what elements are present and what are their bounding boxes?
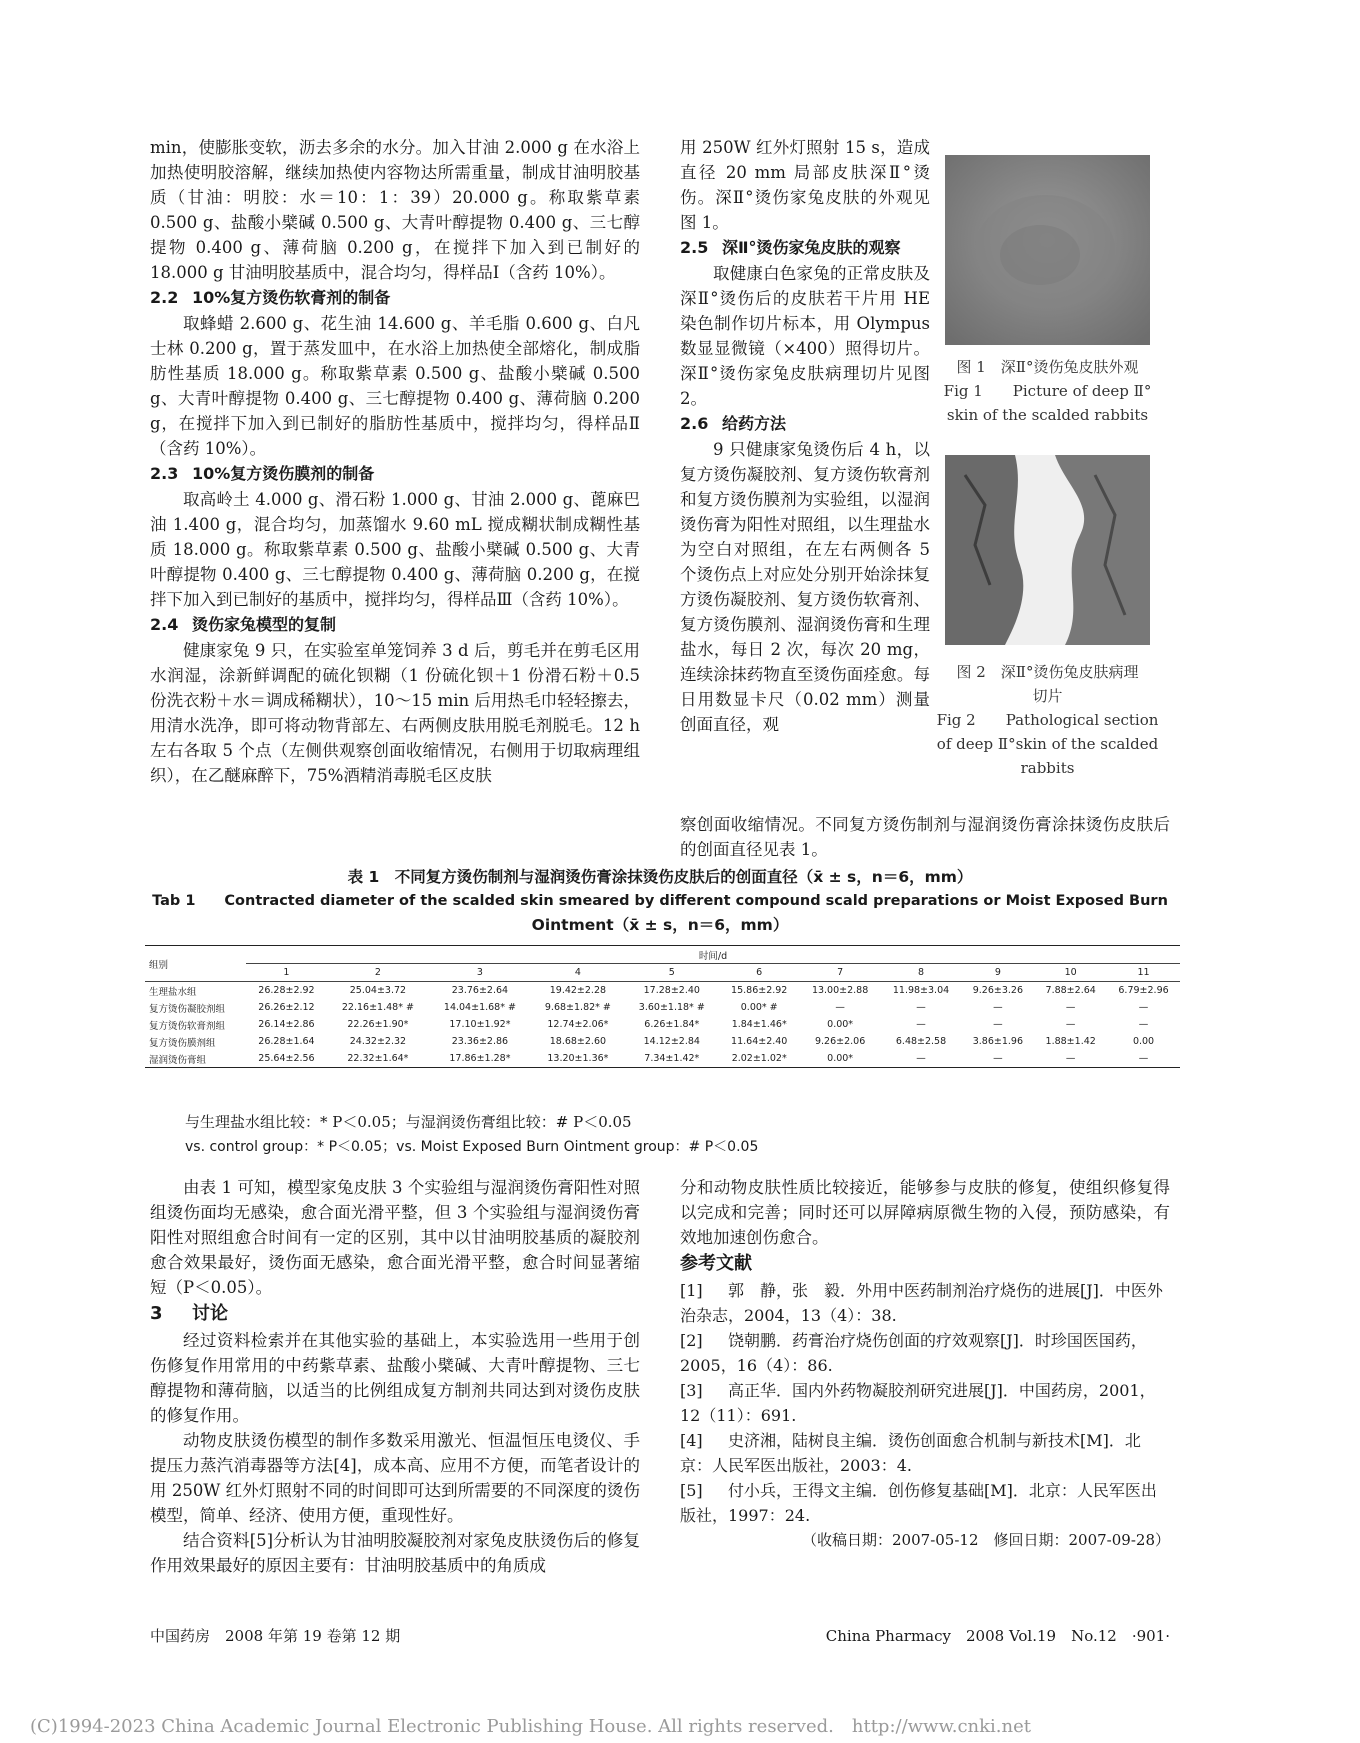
section-heading-3 bbox=[150, 1300, 640, 1328]
paragraph: 9 只健康家兔烫伤后 4 h，以复方烫伤凝胶剂、复方烫伤软膏剂和复方烫伤膜剂为实验组，以湿润烫伤膏为阳性对照组，以生理盐水为空白对照组，在左右两侧各 5 个烫伤点上对应处分别开始涂抹复方烫伤凝胶剂、复方烫伤软膏剂、复方烫伤膜剂、湿润烫伤膏和生理盐水，每日 2 次，每次 20 mg，连续涂抹药物直至烫伤面痊愈。每日用数显卡尺（0.02 mm）测量创面直径，观 bbox=[680, 440, 930, 734]
figure-caption-en: Fig 1 Picture of deep Ⅱ° bbox=[943, 382, 1152, 400]
section-title: 深Ⅱ°烫伤家兔皮肤的观察 bbox=[722, 238, 901, 257]
right-column-bottom bbox=[680, 1175, 1170, 1553]
table-cell: 26.26±2.12 bbox=[258, 1002, 315, 1013]
table-row bbox=[145, 1016, 1180, 1033]
table-cell: 6.79±2.96 bbox=[1118, 985, 1169, 996]
table-header-day: 4 bbox=[574, 967, 581, 978]
figure-caption-en: of deep Ⅱ°skin of the scalded bbox=[936, 735, 1159, 753]
section-heading-2-5 bbox=[680, 235, 930, 261]
table-cell: 0.00* bbox=[827, 1019, 854, 1030]
paragraph: 结合资料[5]分析认为甘油明胶凝胶剂对家兔皮肤烫伤后的修复作用效果最好的原因主要有：甘油明胶基质中的角质成 bbox=[150, 1531, 640, 1575]
section-number: 2.4 bbox=[150, 615, 179, 634]
reference-number: [2] bbox=[680, 1331, 703, 1350]
table-header-day: 1 bbox=[283, 967, 290, 978]
table-cell: 6.48±2.58 bbox=[895, 1036, 947, 1047]
table-cell: 22.32±1.64* bbox=[347, 1053, 409, 1064]
table-cell: 6.26±1.84* bbox=[644, 1019, 700, 1030]
section-title: 给药方法 bbox=[722, 414, 787, 433]
table-note-cn: 与生理盐水组比较：* P＜0.05；与湿润烫伤膏组比较：# P＜0.05 bbox=[185, 1113, 632, 1131]
table-title-cn: 表 1 不同复方烫伤制剂与湿润烫伤膏涂抹烫伤皮肤后的创面直径（x̄ ± s，n＝6，mm） bbox=[347, 868, 973, 886]
table-cell: 26.28±2.92 bbox=[258, 985, 315, 996]
table-cell: 12.74±2.06* bbox=[547, 1019, 609, 1030]
right-column-continuation bbox=[680, 812, 1170, 862]
table-cell: 25.04±3.72 bbox=[349, 985, 407, 996]
reference-text: 高正华．国内外药物凝胶剂研究进展[J]．中国药房，2001，12（11）：691. bbox=[680, 1381, 1156, 1425]
table-cell: 3.60±1.18* # bbox=[638, 1002, 705, 1013]
figure-caption-cn: 切片 bbox=[1032, 687, 1063, 705]
section-heading-2-3 bbox=[150, 461, 640, 487]
reference-item bbox=[680, 1378, 1170, 1428]
paragraph: 察创面收缩情况。不同复方烫伤制剂与湿润烫伤膏涂抹烫伤皮肤后的创面直径见表 1。 bbox=[680, 815, 1170, 859]
table-cell: 0.00 bbox=[1132, 1036, 1155, 1047]
table-cell: 14.04±1.68* # bbox=[443, 1002, 516, 1013]
table-cell: — bbox=[916, 1002, 926, 1013]
table-header-day: 11 bbox=[1137, 967, 1150, 978]
figure-caption-cn: 图 1 深Ⅱ°烫伤兔皮肤外观 bbox=[956, 358, 1139, 376]
table-cell: — bbox=[916, 1019, 926, 1030]
table-cell: — bbox=[993, 1002, 1003, 1013]
table-header-day: 5 bbox=[668, 967, 675, 978]
table-cell: 23.76±2.64 bbox=[451, 985, 509, 996]
paragraph: 用 250W 红外灯照射 15 s，造成直径 20 mm 局部皮肤深Ⅱ°烫伤。深Ⅱ°烫伤家兔皮肤的外观见图 1。 bbox=[680, 138, 930, 232]
pathology-slide-graphic bbox=[945, 455, 1150, 645]
paragraph: 取健康白色家兔的正常皮肤及深Ⅱ°烫伤后的皮肤若干片用 HE 染色制作切片标本，用 Olympus 数显显微镜（×400）照得切片。深Ⅱ°烫伤家兔皮肤病理切片见图 2。 bbox=[680, 264, 930, 408]
table-cell: 17.10±1.92* bbox=[449, 1019, 511, 1030]
section-heading-2-2 bbox=[150, 285, 640, 311]
table-cell: — bbox=[1138, 1002, 1149, 1013]
table-cell: 26.28±1.64 bbox=[258, 1036, 315, 1047]
table-cell: 14.12±2.84 bbox=[643, 1036, 700, 1047]
table-cell: 22.16±1.48* # bbox=[341, 1002, 414, 1013]
section-number: 2.3 bbox=[150, 464, 179, 483]
table-cell: 11.64±2.40 bbox=[731, 1036, 788, 1047]
table-header-group: 组别 bbox=[149, 959, 169, 971]
reference-text: 郭 静，张 毅．外用中医药制剂治疗烧伤的进展[J]．中医外治杂志，2004，13（4）：38. bbox=[680, 1281, 1163, 1325]
footer-left: 中国药房 2008 年第 19 卷第 12 期 bbox=[150, 1627, 401, 1645]
reference-text: 饶朝鹏．药膏治疗烧伤创面的疗效观察[J]．时珍国医国药，2005，16（4）：86. bbox=[680, 1331, 1147, 1375]
table-row bbox=[145, 982, 1180, 1000]
table-header-day: 6 bbox=[756, 967, 763, 978]
table-cell: 26.14±2.86 bbox=[258, 1019, 315, 1030]
table-header-time: 时间/d bbox=[246, 946, 1180, 964]
figure-2-caption bbox=[930, 660, 1165, 780]
table-cell: 0.00* # bbox=[740, 1002, 778, 1013]
table-cell: 17.86±1.28* bbox=[449, 1053, 511, 1064]
table-cell: — bbox=[993, 1019, 1003, 1030]
table-body bbox=[145, 982, 1180, 1068]
table-cell: — bbox=[993, 1053, 1003, 1064]
table-cell: — bbox=[1138, 1053, 1149, 1064]
table-cell: 25.64±2.56 bbox=[258, 1053, 315, 1064]
figure-1-caption bbox=[930, 355, 1165, 427]
paragraph: 动物皮肤烫伤模型的制作多数采用激光、恒温恒压电烫仪、手提压力蒸汽消毒器等方法[4]，成本高、应用不方便，而笔者设计的用 250W 红外灯照射不同的时间即可达到所需要的不同深度的烫伤模型，简单、经济、使用方便，重现性好。 bbox=[150, 1431, 640, 1525]
figure-1-image bbox=[945, 155, 1150, 345]
section-title: 烫伤家兔模型的复制 bbox=[192, 615, 337, 634]
table-cell: 11.98±3.04 bbox=[892, 985, 950, 996]
figure-caption-cn: 图 2 深Ⅱ°烫伤兔皮肤病理 bbox=[956, 663, 1139, 681]
table-row bbox=[145, 999, 1180, 1016]
table-cell: — bbox=[1138, 1019, 1149, 1030]
table-cell: 19.42±2.28 bbox=[549, 985, 607, 996]
paragraph: 由表 1 可知，模型家兔皮肤 3 个实验组与湿润烫伤膏阳性对照组烫伤面均无感染，愈合面光滑平整，但 3 个实验组与湿润烫伤膏阳性对照组愈合时间有一定的区别，其中以甘油明胶基质的凝胶剂愈合效果最好，烫伤面无感染，愈合面光滑平整，愈合时间显著缩短（P＜0.05）。 bbox=[150, 1178, 640, 1297]
table-cell: — bbox=[1065, 1002, 1076, 1013]
table-cell: 7.34±1.42* bbox=[644, 1053, 700, 1064]
table-cell: 9.68±1.82* # bbox=[544, 1002, 611, 1013]
table-row-label: 生理盐水组 bbox=[149, 986, 197, 998]
table-cell: 7.88±2.64 bbox=[1045, 985, 1096, 996]
left-column-bottom bbox=[150, 1175, 640, 1578]
received-dates: （收稿日期：2007-05-12 修回日期：2007-09-28） bbox=[802, 1531, 1170, 1549]
reference-text: 付小兵，王得文主编．创伤修复基础[M]．北京：人民军医出版社，1997：24. bbox=[680, 1481, 1157, 1525]
reference-list bbox=[680, 1278, 1170, 1528]
table-cell: — bbox=[835, 1002, 845, 1013]
table-row-label: 湿润烫伤膏组 bbox=[149, 1054, 207, 1066]
table-header-day: 7 bbox=[837, 967, 844, 978]
reference-number: [3] bbox=[680, 1381, 703, 1400]
reference-item bbox=[680, 1328, 1170, 1378]
table-row-label: 复方烫伤膜剂组 bbox=[149, 1037, 216, 1049]
section-heading-2-4 bbox=[150, 612, 640, 638]
table-1 bbox=[145, 945, 1180, 1068]
table-cell: 13.00±2.88 bbox=[811, 985, 869, 996]
section-number: 2.6 bbox=[680, 414, 709, 433]
paragraph: 取蜂蜡 2.600 g、花生油 14.600 g、羊毛脂 0.600 g、白凡士林 0.200 g，置于蒸发皿中，在水浴上加热使全部熔化，制成脂肪性基质 18.000 g。称取紫草素 0.500 g、盐酸小檗碱 0.500 g、大青叶醇提物 0.400 g、三七醇提物 0.400 g、薄荷脑 0.200 g，在搅拌下加入到已制好的脂肪性基质中，搅拌均匀，得样品Ⅱ（含药 10%）。 bbox=[150, 314, 640, 458]
reference-number: [1] bbox=[680, 1281, 703, 1300]
data-table bbox=[145, 945, 1180, 1068]
section-title: 10%复方烫伤膜剂的制备 bbox=[192, 464, 375, 483]
table-header-day: 2 bbox=[374, 967, 381, 978]
table-cell: 9.26±2.06 bbox=[814, 1036, 866, 1047]
table-cell: 9.26±3.26 bbox=[972, 985, 1023, 996]
section-title: 讨论 bbox=[192, 1303, 228, 1324]
table-cell: — bbox=[916, 1053, 926, 1064]
table-cell: 3.86±1.96 bbox=[972, 1036, 1023, 1047]
section-number: 3 bbox=[150, 1303, 163, 1324]
reference-text: 史济湘，陆树良主编．烫伤创面愈合机制与新技术[M]．北京：人民军医出版社，2003：4. bbox=[680, 1431, 1141, 1475]
table-cell: — bbox=[1065, 1053, 1076, 1064]
table-row bbox=[145, 1050, 1180, 1068]
paragraph: 健康家兔 9 只，在实验室单笼饲养 3 d 后，剪毛并在剪毛区用水润湿，涂新鲜调配的硫化钡糊（1 份硫化钡＋1 份滑石粉＋0.5 份洗衣粉＋水＝调成稀糊状），10～15 min 后用热毛巾轻轻擦去，用清水洗净，即可将动物背部左、右两侧皮肤用脱毛剂脱毛。12 h 左右各取 5 个点（左侧供观察创面收缩情况，右侧用于切取病理组织），在乙醚麻醉下，75%酒精消毒脱毛区皮肤 bbox=[150, 641, 640, 785]
figure-2-image bbox=[945, 455, 1150, 645]
table-1-title bbox=[140, 865, 1180, 937]
table-cell: 24.32±2.32 bbox=[349, 1036, 407, 1047]
reference-item bbox=[680, 1478, 1170, 1528]
table-cell: 1.88±1.42 bbox=[1045, 1036, 1096, 1047]
paragraph: 取高岭土 4.000 g、滑石粉 1.000 g、甘油 2.000 g、蓖麻巴油 1.400 g，混合均匀，加蒸馏水 9.60 mL 搅成糊状制成糊性基质 18.000 g。称取紫草素 0.500 g、盐酸小檗碱 0.500 g、大青叶醇提物 0.400 g、三七醇提物 0.400 g、薄荷脑 0.200 g，在搅拌下加入到已制好的基质中，搅拌均匀，得样品Ⅲ（含药 10%）。 bbox=[150, 490, 640, 609]
table-title-en: Tab 1 Contracted diameter of the scalded skin smeared by different compound scald preparations or Moist Exposed Burn bbox=[152, 893, 1168, 909]
table-cell: 15.86±2.92 bbox=[731, 985, 788, 996]
table-cell: 0.00* bbox=[827, 1053, 854, 1064]
right-column-top-text bbox=[680, 135, 930, 737]
table-cell: 18.68±2.60 bbox=[549, 1036, 607, 1047]
paragraph: min，使膨胀变软，沥去多余的水分。加入甘油 2.000 g 在水浴上加热使明胶溶解，继续加热使内容物达所需重量，制成甘油明胶基质（甘油：明胶：水＝10：1：39）20.000 g。称取紫草素 0.500 g、盐酸小檗碱 0.500 g、大青叶醇提物 0.400 g、三七醇提物 0.400 g、薄荷脑 0.200 g，在搅拌下加入到已制好的 18.000 g 甘油明胶基质中，混合均匀，得样品Ⅰ（含药 10%）。 bbox=[150, 138, 640, 282]
skin-photo-graphic bbox=[945, 155, 1150, 345]
table-cell: 1.84±1.46* bbox=[731, 1019, 787, 1030]
table-row bbox=[145, 1033, 1180, 1050]
table-header-day: 3 bbox=[476, 967, 483, 978]
paragraph: 分和动物皮肤性质比较接近，能够参与皮肤的修复，使组织修复得以完成和完善；同时还可以屏障病原微生物的入侵，预防感染，有效地加速创伤愈合。 bbox=[680, 1178, 1170, 1247]
figure-caption-en: Fig 2 Pathological section bbox=[936, 711, 1159, 729]
reference-number: [5] bbox=[680, 1481, 703, 1500]
table-cell: — bbox=[1065, 1019, 1076, 1030]
copyright-notice: (C)1994-2023 China Academic Journal Electronic Publishing House. All rights reserved. http://www.cnki.net bbox=[30, 1716, 1031, 1737]
figure-caption-en: rabbits bbox=[1020, 759, 1075, 777]
section-title: 10%复方烫伤软膏剂的制备 bbox=[192, 288, 391, 307]
table-cell: 13.20±1.36* bbox=[547, 1053, 609, 1064]
table-cell: 22.26±1.90* bbox=[347, 1019, 409, 1030]
table-note-en: vs. control group：* P＜0.05；vs. Moist Exposed Burn Ointment group：# P＜0.05 bbox=[185, 1139, 759, 1155]
table-header-day: 8 bbox=[917, 967, 925, 978]
table-cell: 2.02±1.02* bbox=[731, 1053, 787, 1064]
reference-item bbox=[680, 1428, 1170, 1478]
table-title-en: Ointment（x̄ ± s，n＝6，mm） bbox=[531, 916, 789, 934]
section-number: 2.2 bbox=[150, 288, 179, 307]
table-row-label: 复方烫伤凝胶剂组 bbox=[149, 1003, 226, 1015]
table-header-day: 10 bbox=[1064, 967, 1077, 978]
section-heading-2-6 bbox=[680, 411, 930, 437]
figure-caption-en: skin of the scalded rabbits bbox=[946, 406, 1149, 424]
table-header-day: 9 bbox=[994, 967, 1001, 978]
table-cell: 17.28±2.40 bbox=[643, 985, 700, 996]
table-cell: 23.36±2.86 bbox=[451, 1036, 509, 1047]
table-row-label: 复方烫伤软膏剂组 bbox=[149, 1020, 226, 1032]
table-1-notes bbox=[185, 1110, 1165, 1160]
footer-right: China Pharmacy 2008 Vol.19 No.12 ·901· bbox=[825, 1627, 1170, 1645]
reference-number: [4] bbox=[680, 1431, 703, 1450]
section-number: 2.5 bbox=[680, 238, 709, 257]
left-column-top bbox=[150, 135, 640, 788]
table-header-row bbox=[145, 964, 1180, 982]
paragraph: 经过资料检索并在其他实验的基础上，本实验选用一些用于创伤修复作用常用的中药紫草素、盐酸小檗碱、大青叶醇提物、三七醇提物和薄荷脑，以适当的比例组成复方制剂共同达到对烫伤皮肤的修复作用。 bbox=[150, 1331, 640, 1425]
references-heading: 参考文献 bbox=[680, 1253, 752, 1274]
reference-item bbox=[680, 1278, 1170, 1328]
